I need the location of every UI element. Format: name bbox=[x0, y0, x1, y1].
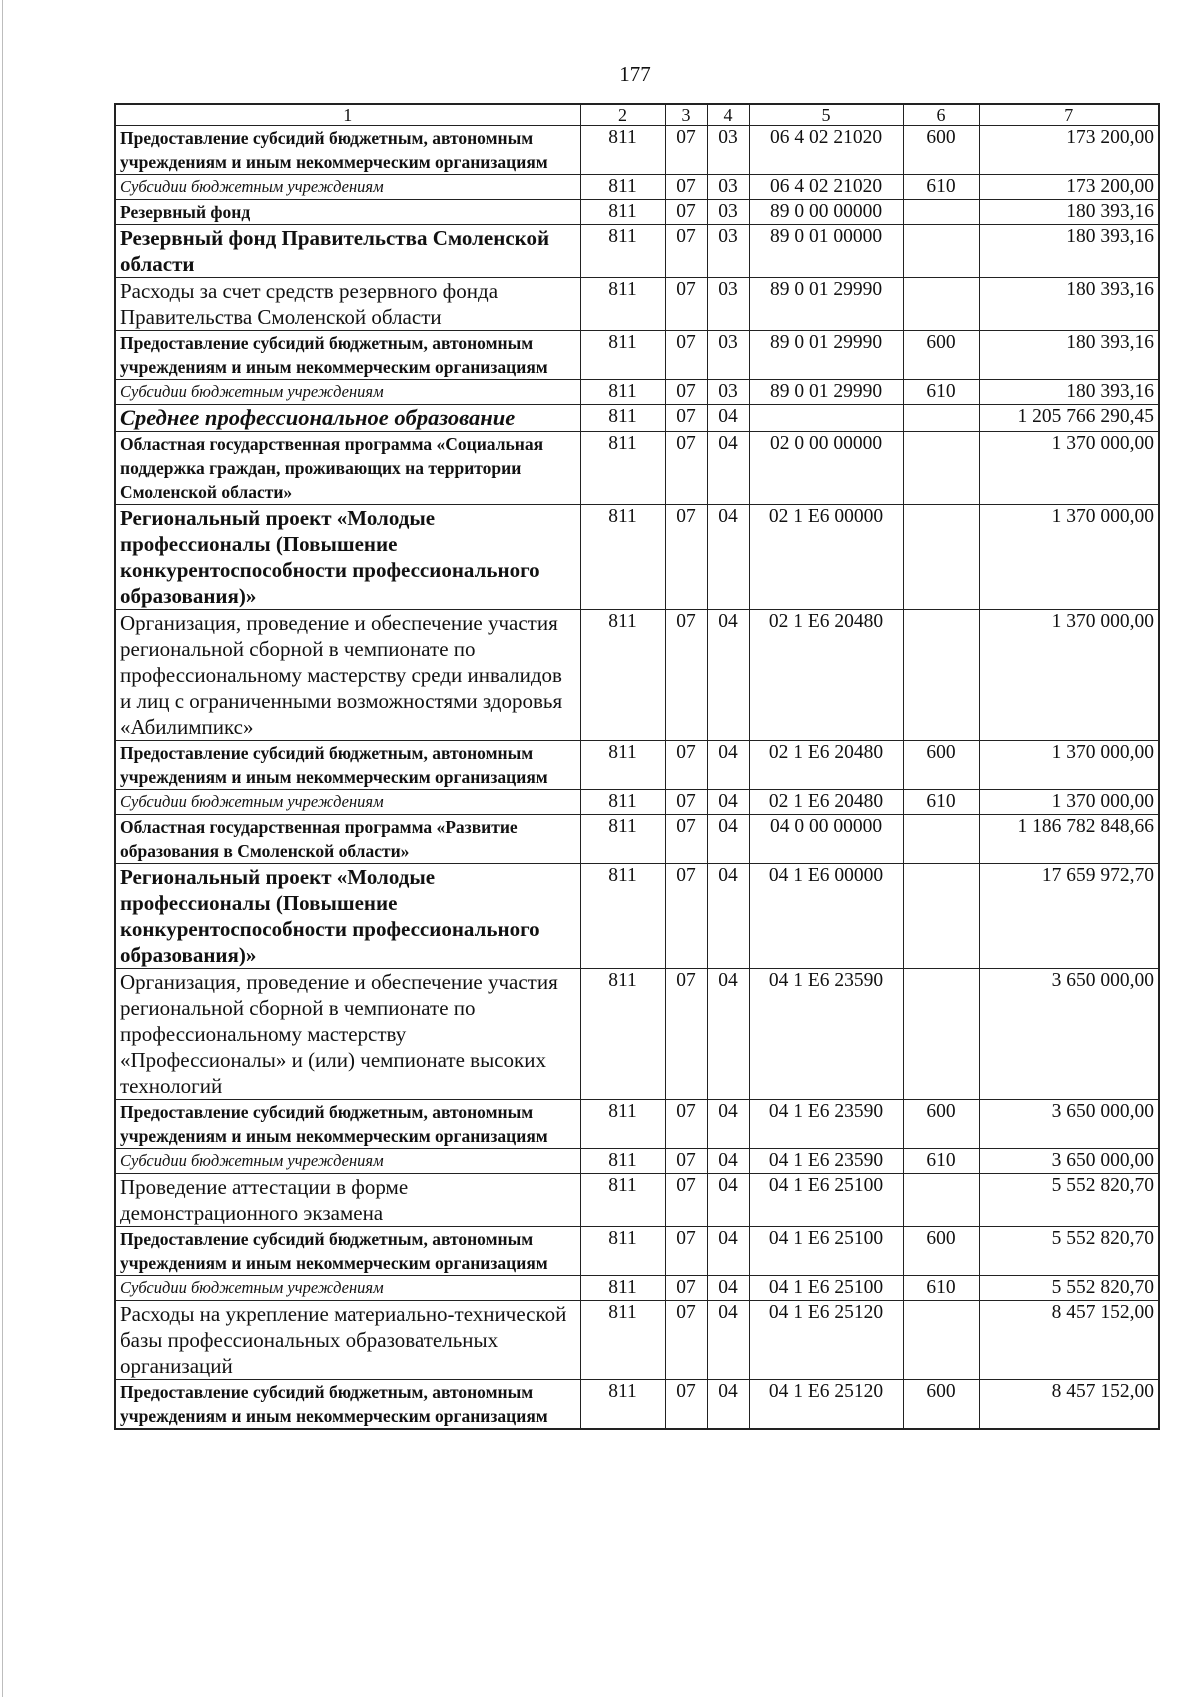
section-code-cell: 07 bbox=[665, 200, 707, 225]
ministry-code-cell: 811 bbox=[580, 505, 665, 610]
target-article-cell: 04 1 Е6 25100 bbox=[749, 1227, 903, 1276]
amount-cell: 1 370 000,00 bbox=[979, 432, 1159, 505]
expense-name-cell: Субсидии бюджетным учреждениям bbox=[115, 175, 580, 200]
section-code-cell: 07 bbox=[665, 610, 707, 741]
table-row bbox=[115, 380, 1159, 405]
section-code-cell: 07 bbox=[665, 432, 707, 505]
target-article-cell: 02 1 Е6 20480 bbox=[749, 790, 903, 815]
target-article-cell: 04 1 Е6 23590 bbox=[749, 1149, 903, 1174]
subsection-code-cell: 04 bbox=[707, 815, 749, 864]
expense-name-cell: Предоставление субсидий бюджетным, автономным учреждениям и иным некоммерческим организациям bbox=[115, 1380, 580, 1430]
ministry-code-cell: 811 bbox=[580, 815, 665, 864]
table-row bbox=[115, 126, 1159, 175]
header-cell: 5 bbox=[749, 104, 903, 126]
section-code-cell: 07 bbox=[665, 1100, 707, 1149]
ministry-code-cell: 811 bbox=[580, 1227, 665, 1276]
table-row bbox=[115, 1227, 1159, 1276]
subsection-code-cell: 04 bbox=[707, 1174, 749, 1227]
table-row bbox=[115, 1174, 1159, 1227]
expense-type-cell: 600 bbox=[903, 1380, 979, 1430]
expense-type-cell: 600 bbox=[903, 331, 979, 380]
expense-type-cell: 600 bbox=[903, 1100, 979, 1149]
header-cell: 1 bbox=[115, 104, 580, 126]
subsection-code-cell: 04 bbox=[707, 1276, 749, 1301]
table-row bbox=[115, 225, 1159, 278]
ministry-code-cell: 811 bbox=[580, 1100, 665, 1149]
ministry-code-cell: 811 bbox=[580, 126, 665, 175]
section-code-cell: 07 bbox=[665, 790, 707, 815]
target-article-cell: 04 1 Е6 25120 bbox=[749, 1380, 903, 1430]
expense-type-cell: 600 bbox=[903, 1227, 979, 1276]
expense-type-cell bbox=[903, 969, 979, 1100]
table-row bbox=[115, 432, 1159, 505]
scan-edge-line bbox=[2, 0, 3, 1697]
amount-cell: 180 393,16 bbox=[979, 380, 1159, 405]
subsection-code-cell: 03 bbox=[707, 225, 749, 278]
ministry-code-cell: 811 bbox=[580, 1301, 665, 1380]
expense-name-cell: Расходы за счет средств резервного фонда Правительства Смоленской области bbox=[115, 278, 580, 331]
expense-type-cell: 610 bbox=[903, 790, 979, 815]
amount-cell: 1 370 000,00 bbox=[979, 741, 1159, 790]
target-article-cell: 04 1 Е6 23590 bbox=[749, 1100, 903, 1149]
section-code-cell: 07 bbox=[665, 1380, 707, 1430]
section-code-cell: 07 bbox=[665, 969, 707, 1100]
target-article-cell: 06 4 02 21020 bbox=[749, 126, 903, 175]
expense-name-cell: Предоставление субсидий бюджетным, автономным учреждениям и иным некоммерческим организациям bbox=[115, 741, 580, 790]
subsection-code-cell: 03 bbox=[707, 200, 749, 225]
expense-name-cell: Резервный фонд bbox=[115, 200, 580, 225]
ministry-code-cell: 811 bbox=[580, 969, 665, 1100]
subsection-code-cell: 04 bbox=[707, 1149, 749, 1174]
amount-cell: 5 552 820,70 bbox=[979, 1227, 1159, 1276]
section-code-cell: 07 bbox=[665, 864, 707, 969]
expense-name-cell: Предоставление субсидий бюджетным, автономным учреждениям и иным некоммерческим организациям bbox=[115, 1100, 580, 1149]
target-article-cell: 04 1 Е6 25100 bbox=[749, 1276, 903, 1301]
table-row bbox=[115, 331, 1159, 380]
section-code-cell: 07 bbox=[665, 741, 707, 790]
expense-name-cell: Областная государственная программа «Развитие образования в Смоленской области» bbox=[115, 815, 580, 864]
subsection-code-cell: 04 bbox=[707, 505, 749, 610]
target-article-cell: 02 1 Е6 20480 bbox=[749, 610, 903, 741]
subsection-code-cell: 04 bbox=[707, 741, 749, 790]
target-article-cell: 02 0 00 00000 bbox=[749, 432, 903, 505]
target-article-cell: 89 0 01 29990 bbox=[749, 278, 903, 331]
amount-cell: 3 650 000,00 bbox=[979, 1149, 1159, 1174]
amount-cell: 1 186 782 848,66 bbox=[979, 815, 1159, 864]
table-header-row bbox=[115, 104, 1159, 126]
amount-cell: 173 200,00 bbox=[979, 175, 1159, 200]
table-row bbox=[115, 741, 1159, 790]
page-number: 177 bbox=[619, 62, 651, 86]
target-article-cell: 89 0 01 00000 bbox=[749, 225, 903, 278]
target-article-cell: 89 0 01 29990 bbox=[749, 331, 903, 380]
amount-cell: 1 205 766 290,45 bbox=[979, 405, 1159, 432]
budget-table bbox=[114, 103, 1160, 1430]
expense-type-cell: 610 bbox=[903, 1276, 979, 1301]
subsection-code-cell: 04 bbox=[707, 969, 749, 1100]
expense-type-cell bbox=[903, 405, 979, 432]
table-row bbox=[115, 610, 1159, 741]
header-cell: 6 bbox=[903, 104, 979, 126]
expense-type-cell bbox=[903, 225, 979, 278]
table-row bbox=[115, 1380, 1159, 1430]
subsection-code-cell: 03 bbox=[707, 380, 749, 405]
amount-cell: 173 200,00 bbox=[979, 126, 1159, 175]
expense-name-cell: Региональный проект «Молодые профессионалы (Повышение конкурентоспособности профессионального образования)» bbox=[115, 864, 580, 969]
target-article-cell: 89 0 00 00000 bbox=[749, 200, 903, 225]
section-code-cell: 07 bbox=[665, 505, 707, 610]
expense-name-cell: Организация, проведение и обеспечение участия региональной сборной в чемпионате по профессиональному мастерству среди инвалидов и лиц с ограниченными возможностями здоровья «Абилимпикс» bbox=[115, 610, 580, 741]
section-code-cell: 07 bbox=[665, 225, 707, 278]
expense-name-cell: Региональный проект «Молодые профессионалы (Повышение конкурентоспособности профессионального образования)» bbox=[115, 505, 580, 610]
table-row bbox=[115, 969, 1159, 1100]
section-code-cell: 07 bbox=[665, 1227, 707, 1276]
expense-type-cell bbox=[903, 610, 979, 741]
section-code-cell: 07 bbox=[665, 175, 707, 200]
target-article-cell: 02 1 Е6 20480 bbox=[749, 741, 903, 790]
amount-cell: 8 457 152,00 bbox=[979, 1301, 1159, 1380]
section-code-cell: 07 bbox=[665, 126, 707, 175]
expense-type-cell bbox=[903, 278, 979, 331]
expense-type-cell bbox=[903, 432, 979, 505]
subsection-code-cell: 04 bbox=[707, 1301, 749, 1380]
target-article-cell: 02 1 Е6 00000 bbox=[749, 505, 903, 610]
expense-type-cell bbox=[903, 864, 979, 969]
ministry-code-cell: 811 bbox=[580, 790, 665, 815]
amount-cell: 17 659 972,70 bbox=[979, 864, 1159, 969]
subsection-code-cell: 04 bbox=[707, 1100, 749, 1149]
section-code-cell: 07 bbox=[665, 1174, 707, 1227]
amount-cell: 3 650 000,00 bbox=[979, 1100, 1159, 1149]
header-cell: 7 bbox=[979, 104, 1159, 126]
subsection-code-cell: 04 bbox=[707, 432, 749, 505]
header-cell: 2 bbox=[580, 104, 665, 126]
table-row bbox=[115, 815, 1159, 864]
target-article-cell: 04 0 00 00000 bbox=[749, 815, 903, 864]
amount-cell: 180 393,16 bbox=[979, 225, 1159, 278]
table-row bbox=[115, 1276, 1159, 1301]
target-article-cell: 06 4 02 21020 bbox=[749, 175, 903, 200]
expense-type-cell bbox=[903, 505, 979, 610]
amount-cell: 5 552 820,70 bbox=[979, 1276, 1159, 1301]
subsection-code-cell: 03 bbox=[707, 331, 749, 380]
table-row bbox=[115, 1301, 1159, 1380]
amount-cell: 180 393,16 bbox=[979, 331, 1159, 380]
expense-name-cell: Проведение аттестации в форме демонстрационного экзамена bbox=[115, 1174, 580, 1227]
expense-name-cell: Среднее профессиональное образование bbox=[115, 405, 580, 432]
expense-name-cell: Субсидии бюджетным учреждениям bbox=[115, 1149, 580, 1174]
expense-name-cell: Предоставление субсидий бюджетным, автономным учреждениям и иным некоммерческим организациям bbox=[115, 1227, 580, 1276]
ministry-code-cell: 811 bbox=[580, 380, 665, 405]
amount-cell: 8 457 152,00 bbox=[979, 1380, 1159, 1430]
ministry-code-cell: 811 bbox=[580, 741, 665, 790]
table-row bbox=[115, 200, 1159, 225]
ministry-code-cell: 811 bbox=[580, 1174, 665, 1227]
table-row bbox=[115, 1100, 1159, 1149]
expense-type-cell: 610 bbox=[903, 1149, 979, 1174]
amount-cell: 5 552 820,70 bbox=[979, 1174, 1159, 1227]
ministry-code-cell: 811 bbox=[580, 225, 665, 278]
expense-type-cell bbox=[903, 1174, 979, 1227]
expense-name-cell: Предоставление субсидий бюджетным, автономным учреждениям и иным некоммерческим организациям bbox=[115, 126, 580, 175]
subsection-code-cell: 03 bbox=[707, 126, 749, 175]
expense-type-cell bbox=[903, 1301, 979, 1380]
header-cell: 3 bbox=[665, 104, 707, 126]
table-row bbox=[115, 790, 1159, 815]
table-row bbox=[115, 864, 1159, 969]
amount-cell: 180 393,16 bbox=[979, 278, 1159, 331]
expense-name-cell: Резервный фонд Правительства Смоленской области bbox=[115, 225, 580, 278]
ministry-code-cell: 811 bbox=[580, 864, 665, 969]
table-row bbox=[115, 278, 1159, 331]
expense-type-cell bbox=[903, 200, 979, 225]
ministry-code-cell: 811 bbox=[580, 432, 665, 505]
section-code-cell: 07 bbox=[665, 380, 707, 405]
ministry-code-cell: 811 bbox=[580, 1276, 665, 1301]
section-code-cell: 07 bbox=[665, 1276, 707, 1301]
expense-name-cell: Предоставление субсидий бюджетным, автономным учреждениям и иным некоммерческим организациям bbox=[115, 331, 580, 380]
amount-cell: 1 370 000,00 bbox=[979, 790, 1159, 815]
target-article-cell: 04 1 Е6 00000 bbox=[749, 864, 903, 969]
section-code-cell: 07 bbox=[665, 1149, 707, 1174]
section-code-cell: 07 bbox=[665, 331, 707, 380]
ministry-code-cell: 811 bbox=[580, 331, 665, 380]
expense-name-cell: Субсидии бюджетным учреждениям bbox=[115, 380, 580, 405]
ministry-code-cell: 811 bbox=[580, 278, 665, 331]
target-article-cell: 04 1 Е6 25120 bbox=[749, 1301, 903, 1380]
expense-type-cell: 610 bbox=[903, 175, 979, 200]
ministry-code-cell: 811 bbox=[580, 175, 665, 200]
subsection-code-cell: 04 bbox=[707, 405, 749, 432]
table-row bbox=[115, 505, 1159, 610]
header-cell: 4 bbox=[707, 104, 749, 126]
ministry-code-cell: 811 bbox=[580, 1149, 665, 1174]
amount-cell: 3 650 000,00 bbox=[979, 969, 1159, 1100]
expense-name-cell: Организация, проведение и обеспечение участия региональной сборной в чемпионате по профессиональному мастерству «Профессионалы» и (или) чемпионате высоких технологий bbox=[115, 969, 580, 1100]
section-code-cell: 07 bbox=[665, 405, 707, 432]
target-article-cell: 04 1 Е6 23590 bbox=[749, 969, 903, 1100]
subsection-code-cell: 03 bbox=[707, 278, 749, 331]
amount-cell: 1 370 000,00 bbox=[979, 610, 1159, 741]
table-row bbox=[115, 1149, 1159, 1174]
ministry-code-cell: 811 bbox=[580, 1380, 665, 1430]
ministry-code-cell: 811 bbox=[580, 200, 665, 225]
ministry-code-cell: 811 bbox=[580, 610, 665, 741]
subsection-code-cell: 03 bbox=[707, 175, 749, 200]
amount-cell: 1 370 000,00 bbox=[979, 505, 1159, 610]
expense-type-cell: 600 bbox=[903, 126, 979, 175]
section-code-cell: 07 bbox=[665, 278, 707, 331]
expense-type-cell: 600 bbox=[903, 741, 979, 790]
target-article-cell: 04 1 Е6 25100 bbox=[749, 1174, 903, 1227]
table-row bbox=[115, 175, 1159, 200]
subsection-code-cell: 04 bbox=[707, 864, 749, 969]
expense-type-cell: 610 bbox=[903, 380, 979, 405]
expense-name-cell: Субсидии бюджетным учреждениям bbox=[115, 790, 580, 815]
expense-name-cell: Субсидии бюджетным учреждениям bbox=[115, 1276, 580, 1301]
expense-type-cell bbox=[903, 815, 979, 864]
expense-name-cell: Расходы на укрепление материально-технической базы профессиональных образовательных организаций bbox=[115, 1301, 580, 1380]
section-code-cell: 07 bbox=[665, 815, 707, 864]
subsection-code-cell: 04 bbox=[707, 610, 749, 741]
subsection-code-cell: 04 bbox=[707, 1227, 749, 1276]
expense-name-cell: Областная государственная программа «Социальная поддержка граждан, проживающих на территории Смоленской области» bbox=[115, 432, 580, 505]
ministry-code-cell: 811 bbox=[580, 405, 665, 432]
amount-cell: 180 393,16 bbox=[979, 200, 1159, 225]
subsection-code-cell: 04 bbox=[707, 790, 749, 815]
target-article-cell bbox=[749, 405, 903, 432]
subsection-code-cell: 04 bbox=[707, 1380, 749, 1430]
section-code-cell: 07 bbox=[665, 1301, 707, 1380]
table-row bbox=[115, 405, 1159, 432]
target-article-cell: 89 0 01 29990 bbox=[749, 380, 903, 405]
